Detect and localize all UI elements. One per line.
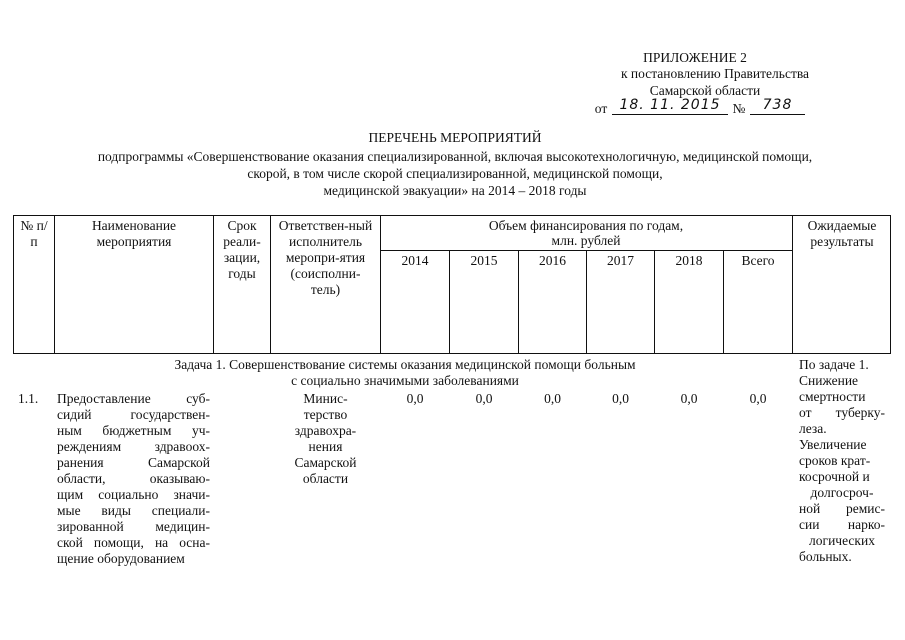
name-line: щим социально значи-	[57, 487, 210, 502]
value-total: 0,0	[749, 391, 767, 406]
responsible-line: области	[302, 471, 349, 486]
document-subtitle-line-2: скорой, в том числе скорой специализированной, медицинской помощи,	[247, 166, 663, 181]
header-num: № п/п	[20, 218, 48, 249]
header-year-2015: 2015	[470, 253, 498, 268]
value-2014: 0,0	[406, 391, 424, 406]
name-line: ранения Самарской	[57, 455, 210, 470]
responsible-line: терство	[303, 407, 348, 422]
name-line: области, оказываю-	[57, 471, 210, 486]
responsible-line: Самарской	[294, 455, 357, 470]
results-line: сии нарко-	[799, 517, 885, 532]
row-measure-name	[57, 391, 210, 567]
appendix-date: 18. 11. 2015	[612, 97, 728, 115]
document-subtitle-line-1: подпрограммы «Совершенствование оказания специализированной, включая высокотехнологичную, медицинской помощи,	[97, 149, 813, 164]
name-line: реждениям здравоох-	[57, 439, 210, 454]
results-line: долгосроч-	[810, 485, 874, 500]
responsible-line: Минис-	[303, 391, 348, 406]
results-line: ной ремис-	[799, 501, 885, 516]
task-title-line-2: с социально значимыми заболеваниями	[291, 373, 519, 388]
task-title-line-1: Задача 1. Совершенствование системы оказания медицинской помощи больным	[174, 357, 636, 372]
appendix-from: от	[594, 101, 608, 116]
value-2017: 0,0	[612, 391, 629, 406]
results-line: леза.	[799, 421, 827, 436]
header-year-2018: 2018	[675, 253, 703, 268]
appendix-line-1: ПРИЛОЖЕНИЕ 2	[643, 50, 747, 65]
results-line: По задаче 1.	[799, 357, 869, 372]
name-line: ным бюджетным уч-	[57, 423, 210, 438]
row-responsible	[277, 391, 374, 487]
header-responsible: Ответствен-ный исполнитель меропри-ятия (соисполни-тель)	[278, 218, 373, 297]
header-total: Всего	[741, 253, 775, 268]
results-line: от туберку-	[799, 405, 885, 420]
value-2018: 0,0	[680, 391, 698, 406]
responsible-line: здравохра-	[294, 423, 357, 438]
appendix-number: 738	[750, 97, 805, 115]
value-2015: 0,0	[475, 391, 493, 406]
document-subtitle-line-3: медицинской эвакуации» на 2014 – 2018 годы	[323, 183, 587, 198]
results-line: Увеличение	[799, 437, 867, 452]
results-line: смертности	[799, 389, 866, 404]
results-line: Снижение	[799, 373, 859, 388]
appendix-number-sign: №	[732, 101, 746, 116]
header-funding-line-2: млн. рублей	[551, 233, 621, 248]
name-line: мые виды специали-	[57, 503, 210, 518]
appendix-line-3: Самарской области	[649, 83, 761, 98]
header-year-2014: 2014	[401, 253, 429, 268]
responsible-line: нения	[308, 439, 343, 454]
header-results: Ожидаемые результаты	[807, 218, 877, 249]
appendix-line-2: к постановлению Правительства	[620, 66, 810, 81]
results-line: больных.	[799, 549, 852, 564]
header-term: Срок реали-зации, годы	[223, 218, 261, 281]
name-line: сидий государствен-	[57, 407, 210, 422]
document-heading: ПЕРЕЧЕНЬ МЕРОПРИЯТИЙ	[368, 130, 542, 145]
row-expected-results	[799, 357, 885, 565]
row-number: 1.1.	[18, 391, 39, 406]
name-line: щение оборудованием	[57, 551, 185, 566]
header-year-2017: 2017	[607, 253, 634, 268]
results-line: косрочной и	[799, 469, 870, 484]
name-line: зированной медицин-	[57, 519, 210, 534]
results-line: логических	[809, 533, 875, 548]
value-2016: 0,0	[544, 391, 561, 406]
results-line: сроков крат-	[799, 453, 871, 468]
name-line: ской помощи, на осна-	[57, 535, 210, 550]
header-funding-line-1: Объем финансирования по годам,	[488, 218, 684, 233]
header-year-2016: 2016	[539, 253, 566, 268]
header-name: Наименование мероприятия	[91, 218, 177, 249]
name-line: Предоставление суб-	[57, 391, 210, 406]
